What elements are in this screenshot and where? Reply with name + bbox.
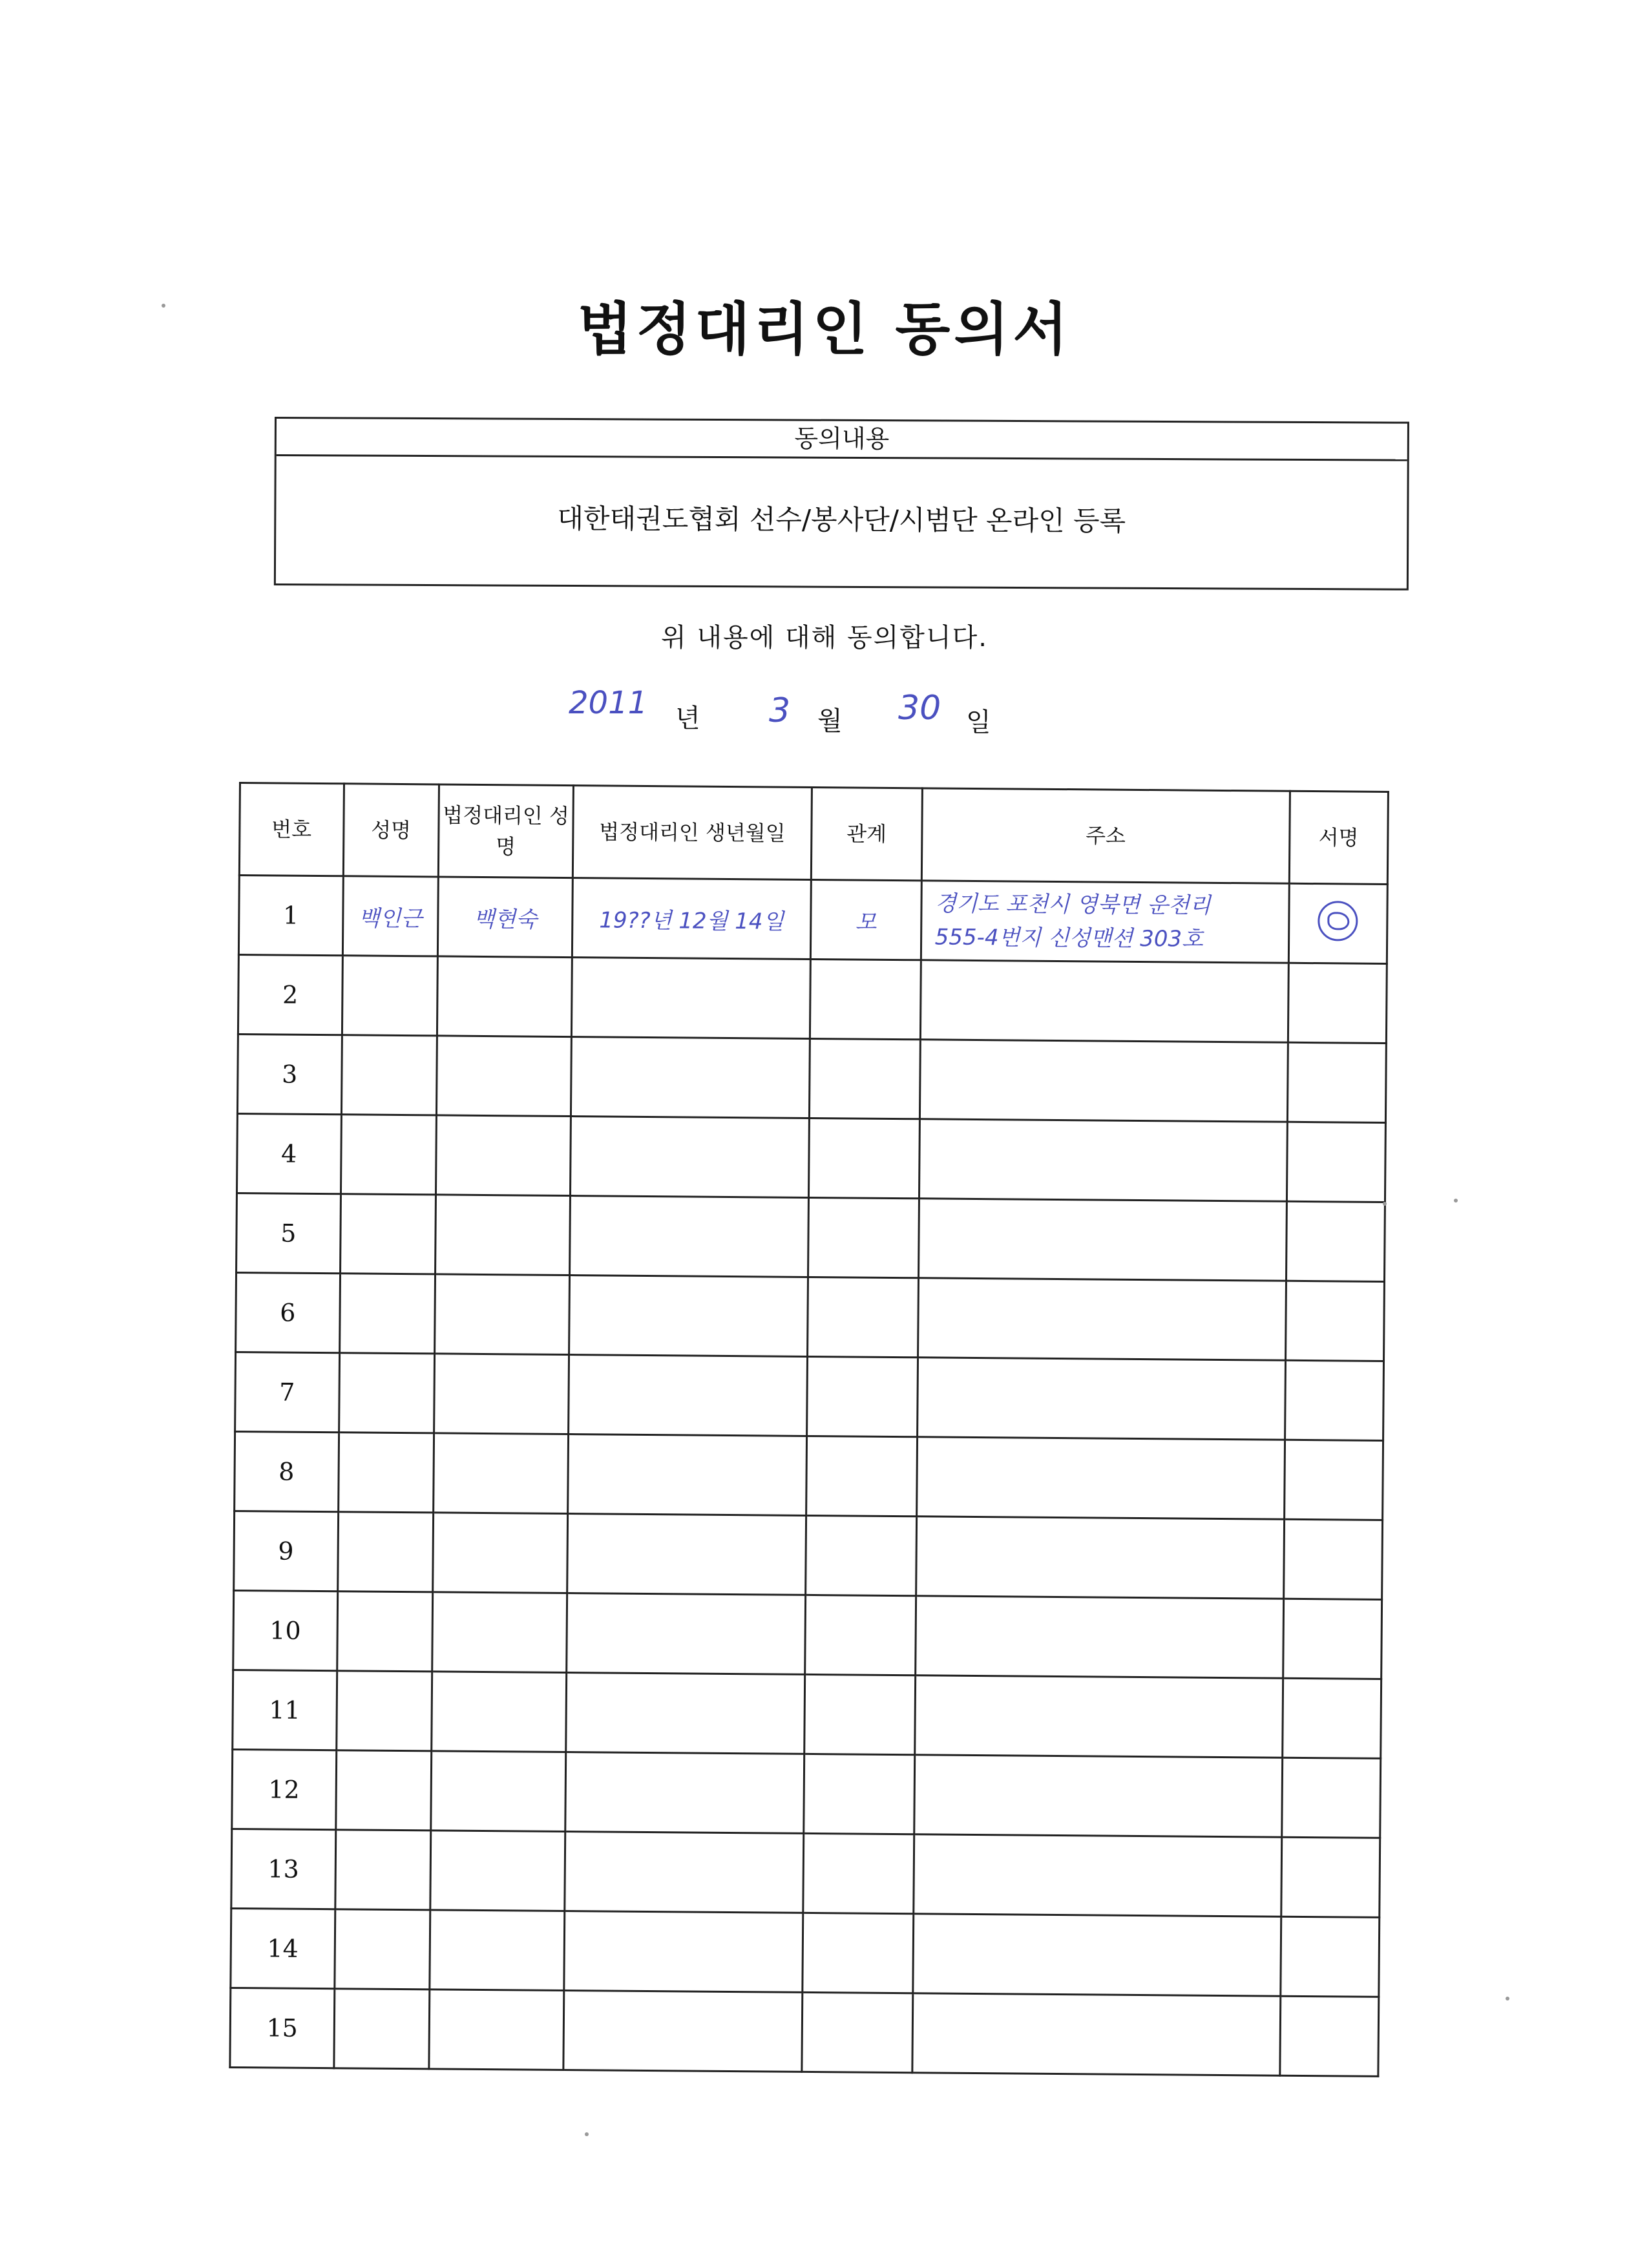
cell-relation	[803, 1833, 914, 1913]
cell-name	[340, 1194, 436, 1274]
cell-relation	[806, 1515, 917, 1595]
cell-guardian-birth	[571, 1037, 810, 1118]
paper-speck	[585, 2132, 589, 2136]
cell-signature	[1286, 1201, 1385, 1281]
cell-guardian-name	[431, 1751, 566, 1832]
cell-number: 2	[238, 955, 342, 1035]
cell-signature	[1288, 883, 1387, 963]
cell-address	[920, 960, 1288, 1042]
cell-relation	[802, 1992, 913, 2072]
cell-number: 15	[230, 1988, 334, 2068]
consent-heading: 동의내용	[277, 419, 1407, 461]
header-number: 번호	[239, 783, 344, 876]
cell-guardian-name	[432, 1592, 567, 1673]
table-row	[232, 1749, 1381, 1838]
cell-signature	[1281, 1837, 1380, 1917]
cell-address	[912, 1914, 1281, 1996]
table-row	[235, 1352, 1384, 1440]
cell-signature	[1287, 1122, 1385, 1202]
cell-signature	[1282, 1678, 1381, 1758]
table-row	[238, 876, 1387, 964]
cell-guardian-name	[434, 1354, 569, 1434]
date-year-handwritten: 2011	[569, 685, 648, 721]
cell-address	[916, 1437, 1285, 1519]
date-day-handwritten: 30	[898, 689, 941, 728]
cell-name	[338, 1433, 434, 1513]
cell-name	[341, 1115, 436, 1195]
header-signature: 서명	[1289, 791, 1389, 884]
cell-name	[339, 1353, 434, 1433]
cell-relation	[806, 1436, 918, 1516]
cell-signature	[1284, 1440, 1383, 1520]
table-row	[238, 955, 1387, 1044]
cell-relation	[804, 1674, 916, 1754]
table-header-row	[239, 783, 1388, 885]
cell-signature	[1283, 1599, 1381, 1679]
cell-number: 3	[237, 1034, 341, 1114]
cell-guardian-birth	[565, 1752, 804, 1834]
cell-relation	[808, 1197, 919, 1277]
cell-address	[916, 1517, 1284, 1599]
cell-guardian-name	[432, 1672, 567, 1752]
cell-name	[337, 1591, 432, 1672]
cell-guardian-birth	[568, 1434, 807, 1516]
document-title: 법정대리인 동의서	[577, 296, 1072, 362]
cell-signature	[1279, 1996, 1378, 2076]
date-month-label: 월	[817, 706, 843, 736]
cell-guardian-name	[433, 1433, 568, 1514]
agreement-statement: 위 내용에 대해 동의합니다.	[661, 623, 988, 653]
cell-number: 9	[234, 1511, 338, 1591]
cell-signature	[1281, 1758, 1380, 1838]
cell-name	[335, 1750, 431, 1831]
cell-relation	[807, 1277, 918, 1357]
date-year-label: 년	[675, 704, 700, 733]
cell-relation	[805, 1595, 916, 1675]
cell-name	[341, 1035, 437, 1115]
paper-speck	[1454, 1199, 1458, 1202]
cell-number: 5	[236, 1193, 341, 1273]
cell-number: 12	[232, 1749, 336, 1829]
cell-guardian-name	[435, 1195, 570, 1276]
consent-section	[274, 417, 1409, 591]
address-line-2: 555-4번지 신성맨션 303호	[934, 924, 1204, 952]
cell-signature	[1285, 1360, 1383, 1440]
cell-address	[914, 1755, 1282, 1837]
cell-number: 11	[233, 1670, 337, 1750]
cell-relation	[803, 1913, 914, 1993]
cell-address	[914, 1675, 1283, 1758]
cell-address	[917, 1358, 1285, 1440]
cell-guardian-birth	[572, 958, 811, 1039]
date-month-handwritten: 3	[769, 691, 791, 730]
date-day-label: 일	[966, 708, 991, 737]
signature-mark	[1318, 901, 1358, 941]
cell-relation	[806, 1356, 918, 1436]
cell-guardian-birth	[567, 1514, 806, 1595]
cell-address	[919, 1040, 1288, 1122]
paper-speck	[1383, 1202, 1387, 1206]
table-row	[233, 1590, 1382, 1679]
cell-number: 13	[231, 1829, 335, 1909]
cell-signature	[1288, 963, 1387, 1043]
cell-guardian-birth	[564, 1911, 803, 1993]
cell-address	[919, 1119, 1287, 1201]
table-row	[236, 1193, 1385, 1281]
cell-name	[333, 1989, 429, 2069]
header-name: 성명	[343, 784, 439, 877]
cell-guardian-birth: 19??년 12월 14일	[572, 878, 811, 960]
cell-number: 10	[233, 1590, 337, 1670]
header-relation: 관계	[811, 787, 922, 880]
cell-number: 7	[235, 1352, 339, 1432]
table-row	[235, 1431, 1383, 1520]
cell-name: 백인근	[342, 876, 438, 956]
cell-address	[921, 881, 1289, 963]
table-row	[236, 1272, 1385, 1361]
header-address: 주소	[921, 788, 1290, 883]
cell-name	[342, 956, 437, 1036]
date-line	[0, 685, 1649, 743]
guardian-table	[229, 782, 1389, 2077]
cell-relation	[810, 959, 921, 1039]
cell-signature	[1285, 1281, 1384, 1361]
cell-number: 4	[237, 1113, 341, 1193]
cell-relation	[804, 1754, 915, 1834]
cell-guardian-birth	[571, 1117, 810, 1198]
cell-guardian-birth	[569, 1276, 808, 1357]
cell-number: 8	[235, 1431, 339, 1511]
cell-signature	[1283, 1519, 1382, 1599]
header-guardian-birth: 법정대리인 생년월일	[572, 786, 812, 880]
cell-guardian-birth	[565, 1832, 804, 1913]
cell-guardian-birth	[567, 1593, 806, 1675]
cell-number: 1	[238, 876, 342, 956]
cell-name	[335, 1830, 430, 1910]
cell-signature	[1287, 1042, 1386, 1122]
cell-guardian-name	[432, 1513, 567, 1593]
header-guardian-name: 법정대리인 성명	[438, 784, 573, 878]
cell-address	[918, 1278, 1286, 1360]
cell-name	[339, 1274, 435, 1354]
cell-relation	[808, 1118, 919, 1198]
address-line-1: 경기도 포천시 영북면 운천리	[934, 890, 1211, 919]
cell-guardian-birth	[570, 1196, 809, 1277]
cell-guardian-name: 백현숙	[437, 877, 572, 958]
cell-address	[918, 1199, 1287, 1281]
table-row	[231, 1829, 1380, 1917]
cell-guardian-birth	[566, 1673, 805, 1754]
cell-guardian-name	[436, 1036, 571, 1117]
cell-number: 14	[231, 1908, 335, 1988]
table-row	[237, 1034, 1386, 1122]
cell-guardian-name	[430, 1831, 565, 1911]
cell-number: 6	[236, 1272, 340, 1352]
cell-name	[334, 1909, 430, 1990]
cell-guardian-name	[437, 956, 572, 1037]
cell-address	[912, 1993, 1280, 2075]
cell-relation	[809, 1038, 920, 1118]
paper-speck	[1506, 1997, 1509, 2000]
cell-guardian-birth	[563, 1991, 803, 2072]
cell-guardian-birth	[569, 1355, 808, 1436]
cell-signature	[1280, 1916, 1379, 1997]
paper-speck	[162, 304, 165, 308]
cell-relation: 모	[810, 879, 921, 960]
table-row	[233, 1670, 1381, 1758]
cell-guardian-name	[436, 1115, 571, 1196]
cell-guardian-name	[429, 1990, 564, 2070]
table-row	[237, 1113, 1386, 1202]
cell-address	[913, 1834, 1281, 1916]
cell-guardian-name	[434, 1274, 569, 1355]
cell-name	[336, 1671, 432, 1751]
table-row	[234, 1511, 1383, 1599]
table-row	[231, 1908, 1380, 1997]
cell-guardian-name	[430, 1910, 565, 1991]
cell-address	[915, 1596, 1283, 1678]
cell-name	[337, 1512, 433, 1592]
consent-content: 대한태권도협회 선수/봉사단/시범단 온라인 등록	[557, 502, 1126, 537]
table-row	[230, 1988, 1379, 2076]
